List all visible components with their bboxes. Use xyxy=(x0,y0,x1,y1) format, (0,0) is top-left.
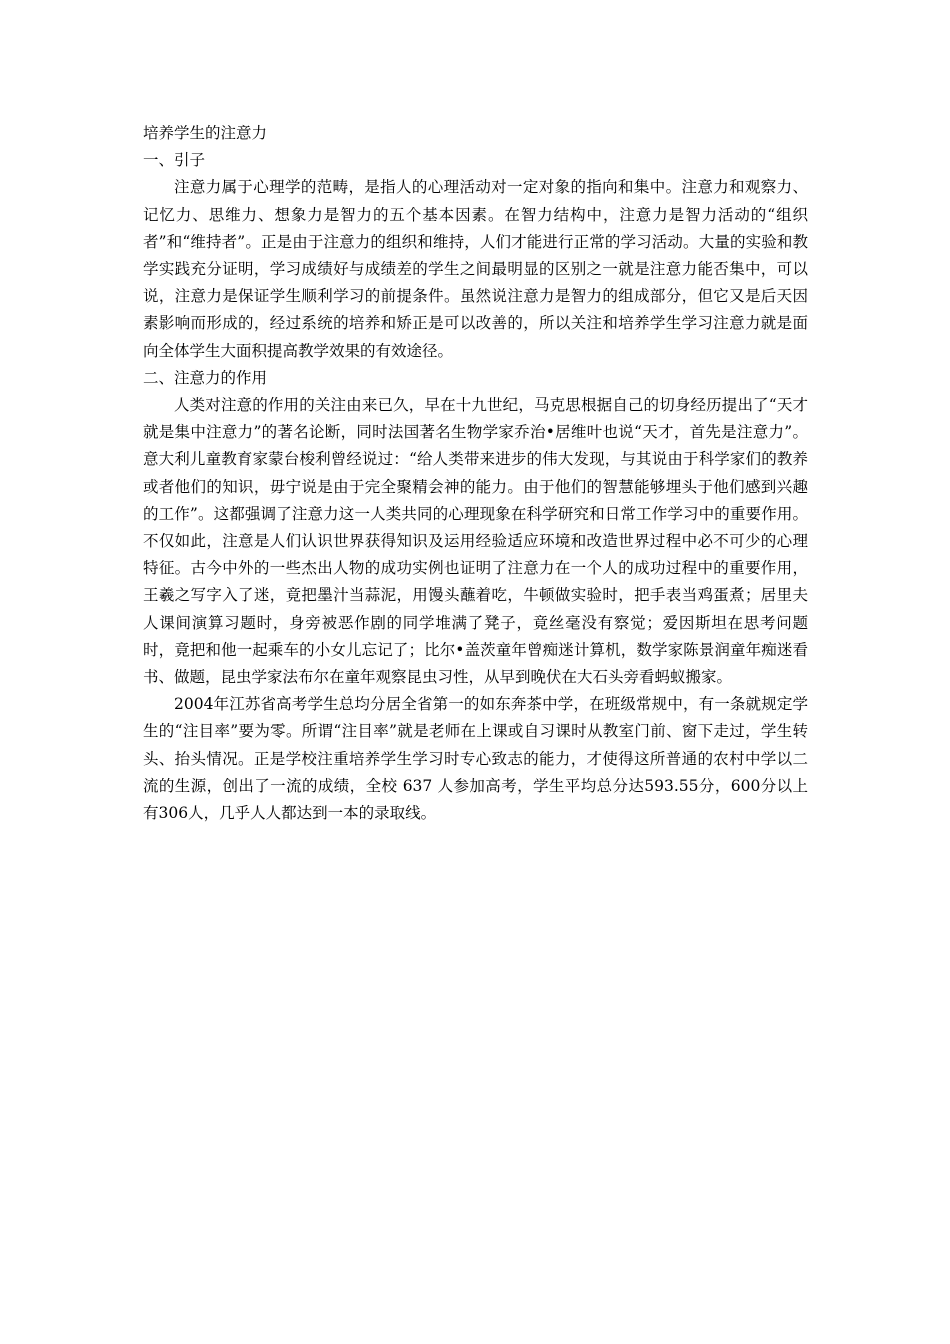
section-heading-intro: 一、引子 xyxy=(143,151,206,170)
intro-paragraph: 注意力属于心理学的范畴，是指人的心理活动对一定对象的指向和集中。注意力和观察力、记忆力、思维力、想象力是智力的五个基本因素。在智力结构中，注意力是智力活动的“组织者”和“维持者”。正是由于注意力的组织和维持，人们才能进行正常的学习活动。大量的实验和教学实践充分证明，学习成绩好与成绩差的学生之间最明显的区别之一就是注意力能否集中，可以说，注意力是保证学生顺利学习的前提条件。虽然说注意力是智力的组成部分，但它又是后天因素影响而形成的，经过系统的培养和矫正是可以改善的，所以关注和培养学生学习注意力就是面向全体学生大面积提高教学效果的有效途径。 xyxy=(143,178,808,360)
document-title: 培养学生的注意力 xyxy=(143,124,268,142)
role-paragraph: 人类对注意的作用的关注由来已久，早在十九世纪，马克思根据自己的切身经历提出了“天才就是集中注意力”的著名论断，同时法国著名生物学家乔治•居维叶也说“天才，首先是注意力”。意大利儿童教育家蒙台梭利曾经说过：“给人类带来进步的伟大发现，与其说由于科学家们的教养或者他们的知识，毋宁说是由于完全聚精会神的能力。由于他们的智慧能够埋头于他们感到兴趣的工作”。这都强调了注意力这一人类共同的心理现象在科学研究和日常工作学习中的重要作用。不仅如此，注意是人们认识世界获得知识及运用经验适应环境和改造世界过程中必不可少的心理特征。古今中外的一些杰出人物的成功实例也证明了注意力在一个人的成功过程中的重要作用，王羲之写字入了迷，竟把墨汁当蒜泥，用馒头蘸着吃，牛顿做实验时，把手表当鸡蛋煮；居里夫人课间演算习题时，身旁被恶作剧的同学堆满了凳子，竟丝毫没有察觉；爱因斯坦在思考问题时，竟把和他一起乘车的小女儿忘记了；比尔•盖茨童年曾痴迷计算机，数学家陈景润童年痴迷看书、做题，昆虫学家法布尔在童年观察昆虫习性，从早到晚伏在大石头旁看蚂蚁搬家。 xyxy=(143,396,808,687)
example-paragraph: 2004年江苏省高考学生总均分居全省第一的如东奔茶中学，在班级常规中，有一条就规定学生的“注目率”要为零。所谓“注目率”就是老师在上课或自习课时从教室门前、窗下走过，学生转头、抬头情况。正是学校注重培养学生学习时专心致志的能力，才使得这所普通的农村中学以二流的生源，创出了一流的成绩，全校 637 人参加高考，学生平均总分达593.55分，600分以上有306人，几乎人人都达到一本的录取线。 xyxy=(143,695,808,823)
document-body xyxy=(143,120,808,827)
section-heading-role: 二、注意力的作用 xyxy=(143,368,268,387)
